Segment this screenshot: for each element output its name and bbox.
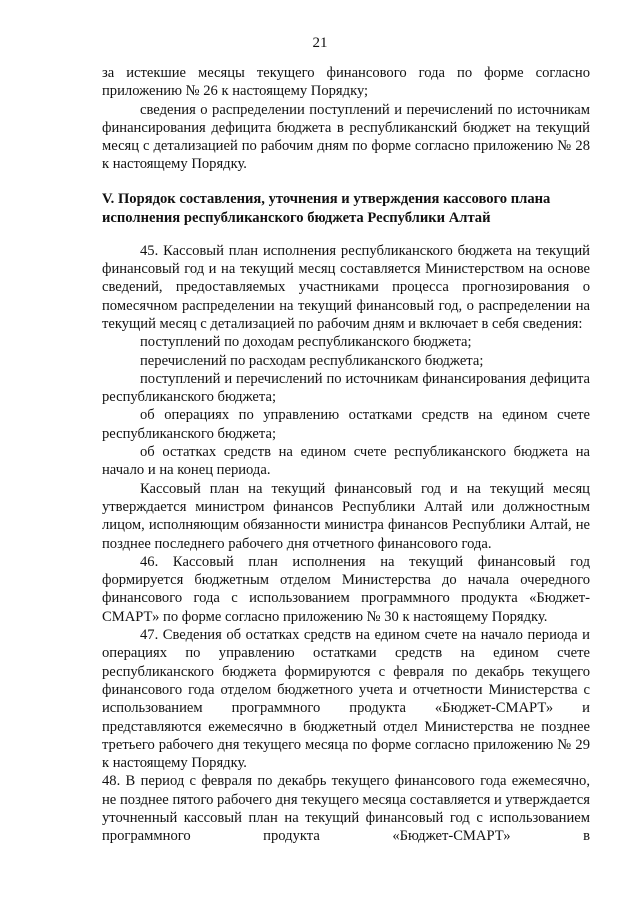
page-number: 21 <box>312 35 328 51</box>
paragraph: перечислений по расходам республиканского бюджета; <box>140 352 484 369</box>
paragraphs-before <box>102 64 590 174</box>
paragraph: Кассовый план на текущий финансовый год и на текущий месяц утверждается министром финансов Республики Алтай или должностным лицом, исполняющим обязанности министра финансов Республики Алтай, не позднее последнего рабочего дня отчетного финансового года. <box>102 480 590 552</box>
section-heading-line-2: исполнения республиканского бюджета Республики Алтай <box>102 209 491 226</box>
paragraph: поступлений по доходам республиканского бюджета; <box>140 334 472 351</box>
section-heading-line-1: V. Порядок составления, уточнения и утверждения кассового плана <box>102 190 551 207</box>
paragraph: за истекшие месяцы текущего финансового года по форме согласно приложению № 26 к настоящему Порядку; <box>102 65 590 100</box>
paragraph: сведения о распределении поступлений и перечислений по источникам финансирования дефицита бюджета в республиканский бюджет на текущий месяц с детализацией по рабочим дням по форме согласно приложению № 28 к настоящему Порядку. <box>102 101 590 173</box>
paragraph: 46. Кассовый план исполнения на текущий финансовый год формируется бюджетным отделом Министерства до начала очередного финансового года с использованием программного продукта «Бюджет-СМАРТ» по форме согласно приложению № 30 к настоящему Порядку. <box>102 553 590 625</box>
paragraph: об остатках средств на едином счете республиканского бюджета на начало и на конец периода. <box>102 444 590 479</box>
paragraphs-after <box>102 242 590 846</box>
paragraph: 47. Сведения об остатках средств на едином счете на начало периода и операциях по управлению остатками средств на едином счете республиканского бюджета формируются с февраля по декабрь текущего финансового года отделом бюджетного учета и отчетности Министерства с использованием программного продукта «Бюджет-СМАРТ» и представляются ежемесячно в бюджетный отдел Министерства не позднее третьего рабочего дня текущего месяца по форме согласно приложению № 29 к настоящему Порядку. <box>102 627 590 772</box>
paragraph: 48. В период с февраля по декабрь текущего финансового года ежемесячно, не позднее пятого рабочего дня текущего месяца составляется и утверждается уточненный кассовый план на текущий финансовый год с использованием программного продукта «Бюджет-СМАРТ» в <box>102 773 590 845</box>
document-body <box>102 64 590 846</box>
paragraph: об операциях по управлению остатками средств на едином счете республиканского бюджета; <box>102 407 590 442</box>
section-heading <box>102 190 590 228</box>
paragraph: 45. Кассовый план исполнения республиканского бюджета на текущий финансовый год и на текущий месяц составляется Министерством на основе сведений, предоставляемых участниками процесса прогнозирования о помесячном распределении на текущий финансовый год, о распределении на текущий месяц с детализацией по рабочим дням и включает в себя сведения: <box>102 242 590 332</box>
paragraph: поступлений и перечислений по источникам финансирования дефицита республиканского бюджета; <box>102 370 590 406</box>
